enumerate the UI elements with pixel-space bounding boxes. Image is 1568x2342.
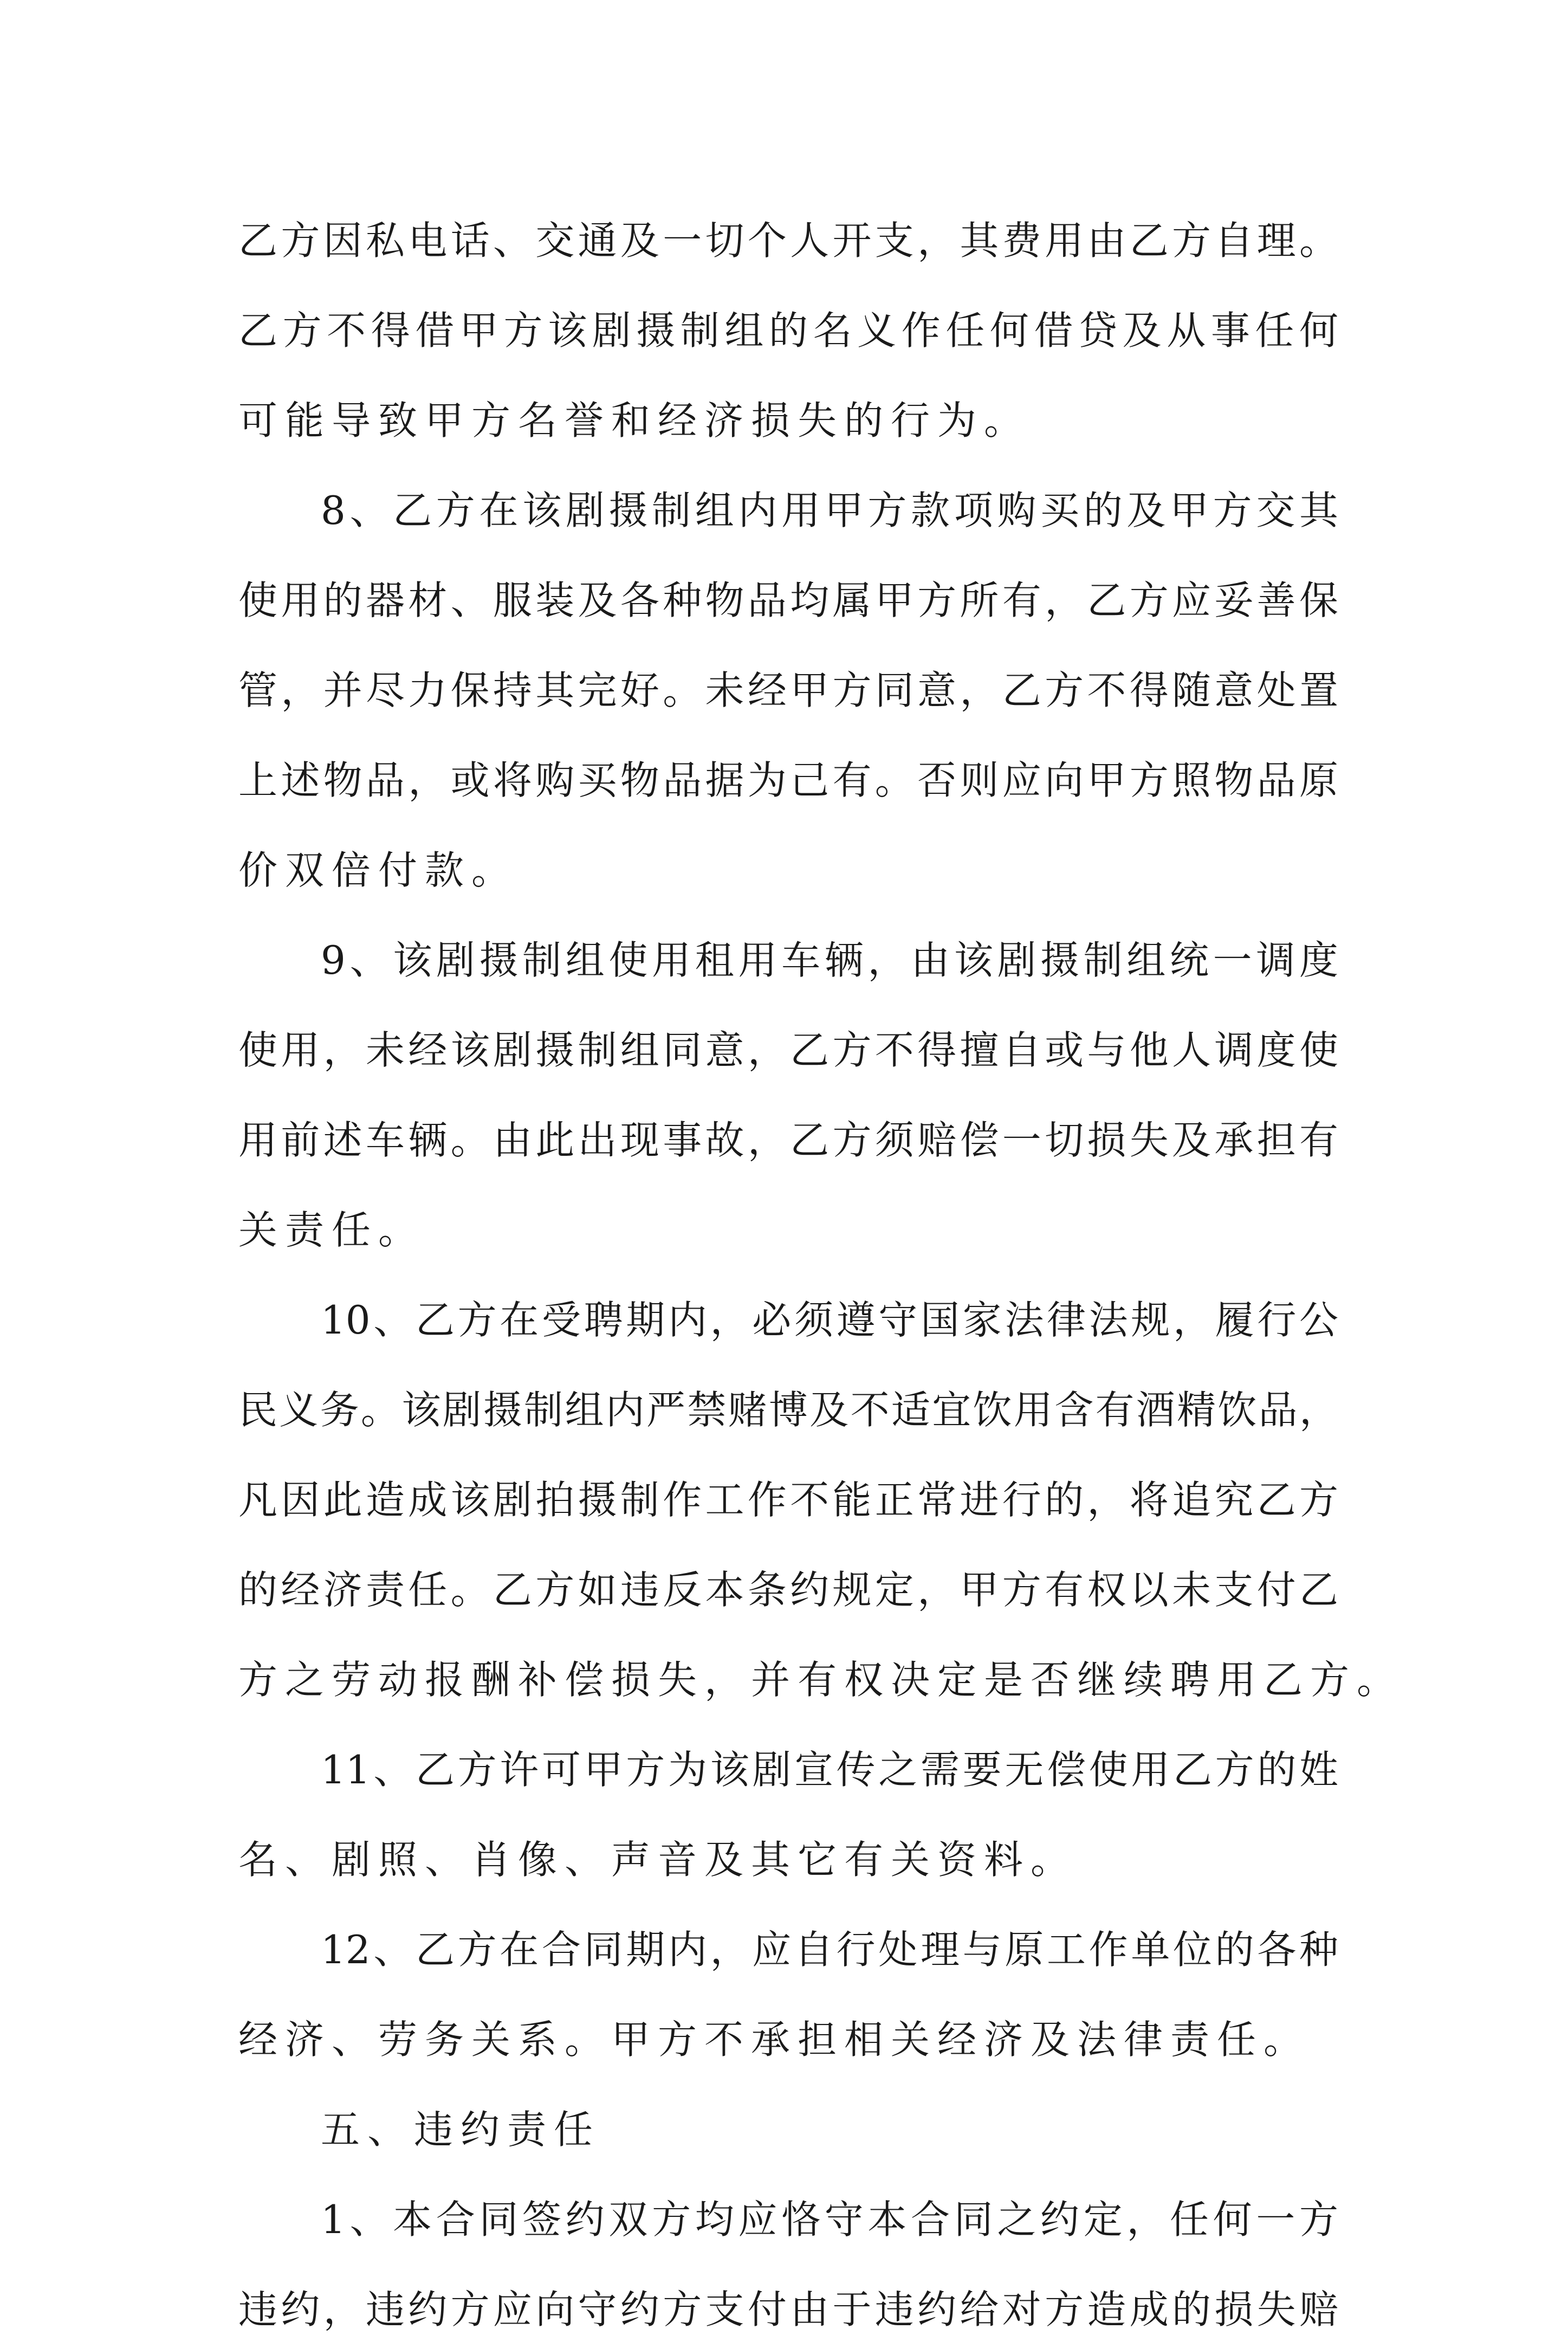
- text-line-11: 用前述车辆。由此出现事故，乙方须赔偿一切损失及承担有: [238, 1117, 1338, 1163]
- text-line-8: 价双倍付款。: [238, 847, 519, 893]
- text-line-9: 9、该剧摄制组使用租用车辆，由该剧摄制组统一调度: [321, 937, 1338, 983]
- text-line-15: 凡因此造成该剧拍摄制作工作不能正常进行的，将追究乙方: [238, 1477, 1338, 1523]
- text-line-2: 乙方不得借甲方该剧摄制组的名义作任何借贷及从事任何: [238, 308, 1338, 353]
- text-line-18: 11、乙方许可甲方为该剧宣传之需要无偿使用乙方的姓: [321, 1747, 1338, 1793]
- text-line-16: 的经济责任。乙方如违反本条约规定，甲方有权以未支付乙: [238, 1567, 1338, 1613]
- text-line-20: 12、乙方在合同期内，应自行处理与原工作单位的各种: [321, 1927, 1338, 1972]
- text-line-4: 8、乙方在该剧摄制组内用甲方款项购买的及甲方交其: [321, 488, 1338, 533]
- text-line-14: 民义务。该剧摄制组内严禁赌博及不适宜饮用含有酒精饮品，: [238, 1387, 1338, 1433]
- text-line-21: 经济、劳务关系。甲方不承担相关经济及法律责任。: [238, 2017, 1311, 2062]
- text-line-6: 管，并尽力保持其完好。未经甲方同意，乙方不得随意处置: [238, 668, 1338, 713]
- text-line-24: 违约，违约方应向守约方支付由于违约给对方造成的损失赔: [238, 2287, 1338, 2332]
- text-line-1: 乙方因私电话、交通及一切个人开支，其费用由乙方自理。: [238, 218, 1338, 263]
- text-line-17: 方之劳动报酬补偿损失，并有权决定是否继续聘用乙方。: [238, 1657, 1404, 1703]
- text-line-19: 名、剧照、肖像、声音及其它有关资料。: [238, 1837, 1078, 1882]
- text-line-5: 使用的器材、服装及各种物品均属甲方所有，乙方应妥善保: [238, 578, 1338, 623]
- text-line-7: 上述物品，或将购买物品据为己有。否则应向甲方照物品原: [238, 758, 1338, 803]
- text-line-3: 可能导致甲方名誉和经济损失的行为。: [238, 398, 1031, 443]
- text-line-23: 1、本合同签约双方均应恪守本合同之约定，任何一方: [321, 2197, 1338, 2242]
- text-line-13: 10、乙方在受聘期内，必须遵守国家法律法规，履行公: [321, 1297, 1338, 1343]
- text-line-12: 关责任。: [238, 1207, 425, 1253]
- text-line-10: 使用，未经该剧摄制组同意，乙方不得擅自或与他人调度使: [238, 1027, 1338, 1073]
- section-heading-breach: 五、违约责任: [321, 2107, 601, 2152]
